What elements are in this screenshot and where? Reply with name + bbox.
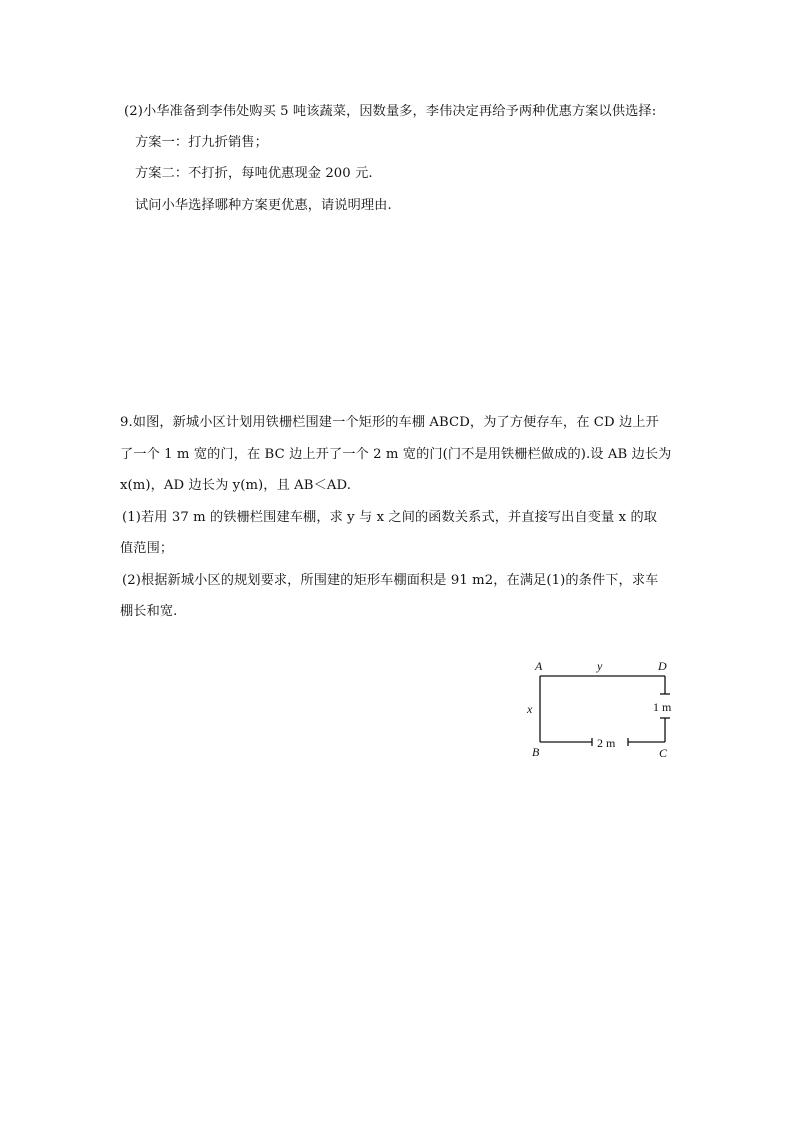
gate-bc-label: 2 m [597,736,616,750]
side-y-label: y [597,659,603,673]
q8-part2-intro: (2)小华准备到李伟处购买 5 吨该蔬菜，因数量多，李伟决定再给予两种优惠方案以供选择: [124,104,657,119]
q8-question: 试问小华选择哪种方案更优惠，请说明理由. [135,198,392,213]
q9-part2-line1: (2)根据新城小区的规划要求，所围建的矩形车棚面积是 91 m2，在满足(1)的条件下，求车 [122,573,659,588]
q8-plan2: 方案二：不打折，每吨优惠现金 200 元. [135,166,373,181]
gate-cd-label: 1 m [653,700,672,714]
q9-part1-line2: 值范围； [120,541,174,556]
q8-plan1: 方案一：打九折销售； [135,135,268,150]
q9-line1: 9.如图，新城小区计划用铁栅栏围建一个矩形的车棚 ABCD，为了方便存车，在 CD 边上开 [120,415,659,430]
vertex-b-label: B [532,745,540,759]
q9-line2: 了一个 1 m 宽的门，在 BC 边上开了一个 2 m 宽的门(门不是用铁栅栏做成的).设 AB 边长为 [120,447,672,462]
q9-part2-line2: 棚长和宽. [120,604,178,619]
vertex-a-label: A [535,659,543,673]
rectangle-abcd-figure [520,655,690,765]
vertex-d-label: D [658,659,667,673]
q9-line3: x(m)，AD 边长为 y(m)，且 AB＜AD. [120,478,351,493]
side-x-label: x [527,702,533,716]
vertex-c-label: C [659,746,668,760]
q9-part1-line1: (1)若用 37 m 的铁栅栏围建车棚，求 y 与 x 之间的函数关系式，并直接写出自变量 x 的取 [122,510,658,525]
